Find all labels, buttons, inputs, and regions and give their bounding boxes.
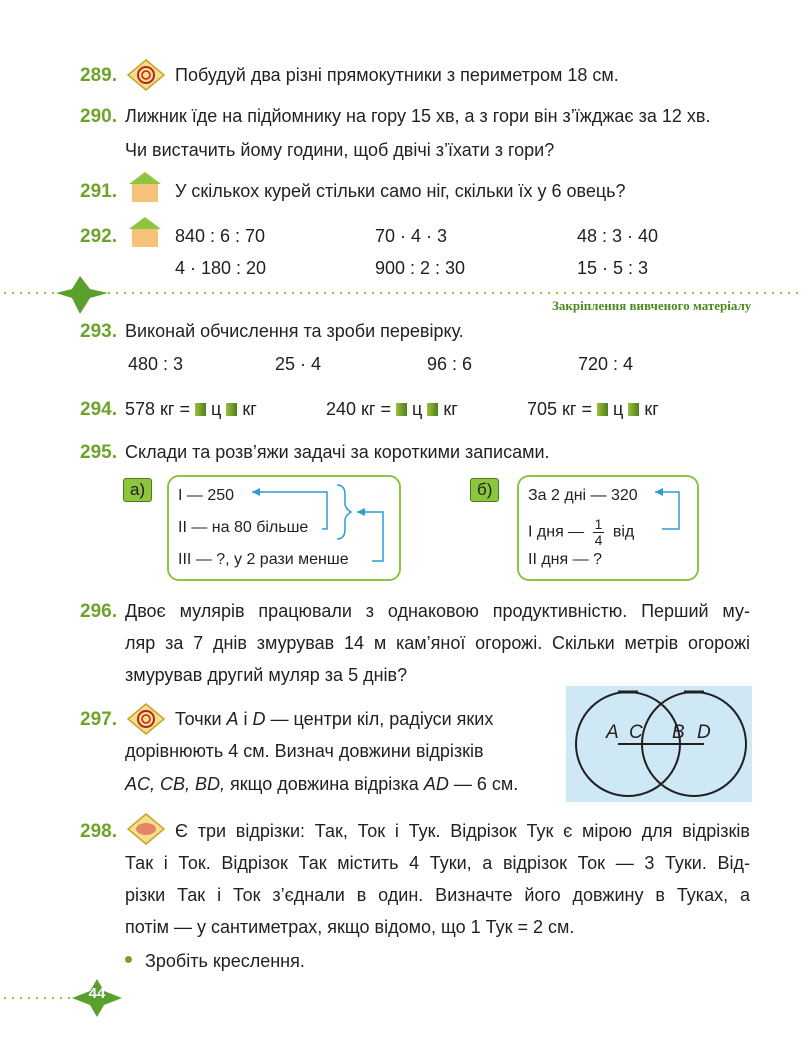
expression: 25 · 4: [275, 354, 322, 374]
note-b-line1: За 2 дні — 320: [528, 487, 638, 504]
task-number: 296.: [80, 601, 117, 622]
note-b-line3: ІІ дня — ?: [528, 551, 602, 568]
task-297-line3: AC, CB, BD, якщо довжина відрізка AD — 6 см.: [125, 774, 519, 794]
task-number: 294.: [80, 399, 117, 420]
task-number: 290.: [80, 106, 117, 127]
expression: 900 : 2 : 30: [375, 258, 466, 278]
conversion-item: 578 кг = ц кг: [125, 399, 257, 419]
task-289-text: Побудуй два різні прямокутники з периметром 18 см.: [175, 65, 619, 85]
task-293-text: Виконай обчислення та зроби перевірку.: [125, 321, 464, 341]
task-290-line2: Чи вистачить йому години, щоб двічі з’їхати з гори?: [125, 140, 555, 160]
blank-box: [597, 403, 608, 416]
task-297-line1: Точки A і D — центри кіл, радіуси яких: [175, 709, 494, 729]
task-295-text: Склади та розв’яжи задачі за короткими записами.: [125, 442, 550, 462]
blank-box: [396, 403, 407, 416]
expression: 720 : 4: [578, 354, 634, 374]
blank-box: [628, 403, 639, 416]
task-298-line4: потім — у сантиметрах, якщо відомо, що 1 Тук = 2 см.: [125, 917, 575, 937]
task-297-line2: дорівнюють 4 см. Визнач довжини відрізків: [125, 741, 484, 761]
target-icon: [126, 58, 166, 92]
point-b-label: B: [672, 722, 685, 743]
point-d-label: D: [697, 722, 711, 743]
task-number: 291.: [80, 181, 117, 202]
expression: 15 · 5 : 3: [577, 258, 649, 278]
note-a-line1: І — 250: [178, 487, 235, 504]
task-number: 293.: [80, 321, 117, 342]
task-298-line3: різки Так і Ток з’єднали в один. Визначте його довжину в Туках, а: [125, 885, 750, 905]
task-298-line2: Так і Ток. Відрізок Так містить 4 Туки, а відрізок Ток — 3 Туки. Від-: [125, 853, 750, 873]
task-298-bullet: Зробіть креслення.: [145, 951, 305, 971]
point-a-label: A: [606, 722, 619, 743]
label-a: а): [123, 478, 152, 502]
note-a-line2: ІІ — на 80 більше: [178, 519, 309, 536]
expression: 4 · 180 : 20: [175, 258, 267, 278]
blank-box: [195, 403, 206, 416]
expression: 480 : 3: [128, 354, 184, 374]
task-296-line3: змурував другий муляр за 5 днів?: [125, 665, 408, 685]
expression: 96 : 6: [427, 354, 473, 374]
task-number: 289.: [80, 65, 117, 86]
note-b-line2: І дня — $\frac{1}{4}$ від: [528, 516, 635, 548]
task-298-line1: Є три відрізки: Так, Ток і Тук. Відрізок Тук є мірою для відрізків: [175, 821, 750, 841]
task-number: 292.: [80, 226, 117, 247]
point-c-label: C: [629, 722, 643, 743]
task-296-line2: ляр за 7 днів змурував 14 м кам’яної огорожі. Скільки метрів огорожі: [125, 633, 750, 653]
blank-box: [226, 403, 237, 416]
section-title: Закріплення вивченого матеріалу: [552, 298, 752, 313]
blank-box: [427, 403, 438, 416]
arrows-a: [167, 475, 397, 577]
bullet-icon: [125, 956, 132, 963]
task-number: 298.: [80, 821, 117, 842]
brain-icon: [126, 812, 166, 846]
house-icon: [127, 215, 163, 249]
circles-figure: [566, 686, 752, 802]
target-icon: [126, 702, 166, 736]
arrows-b: [517, 475, 695, 577]
page-number: 44: [88, 985, 106, 1002]
task-296-line1: Двоє мулярів працювали з однаковою продуктивністю. Перший му-: [125, 601, 750, 621]
conversion-item: 240 кг = ц кг: [326, 399, 458, 419]
expression: 840 : 6 : 70: [175, 226, 266, 246]
task-290-line1: Лижник їде на підйомнику на гору 15 хв, а з гори він з’їжджає за 12 хв.: [125, 106, 711, 126]
expression: 70 · 4 · 3: [375, 226, 448, 246]
page-number-ornament: [0, 978, 140, 1018]
task-291-text: У скількох курей стільки само ніг, скільки їх у 6 овець?: [175, 181, 626, 201]
task-289: [80, 64, 117, 87]
house-icon: [127, 170, 163, 204]
expression: 48 : 3 · 40: [577, 226, 659, 246]
star-ornament-icon: [56, 276, 108, 314]
label-b: б): [470, 478, 499, 502]
note-a-line3: ІІІ — ?, у 2 рази менше: [178, 551, 349, 568]
task-number: 295.: [80, 442, 117, 463]
conversion-item: 705 кг = ц кг: [527, 399, 659, 419]
task-number: 297.: [80, 709, 117, 730]
